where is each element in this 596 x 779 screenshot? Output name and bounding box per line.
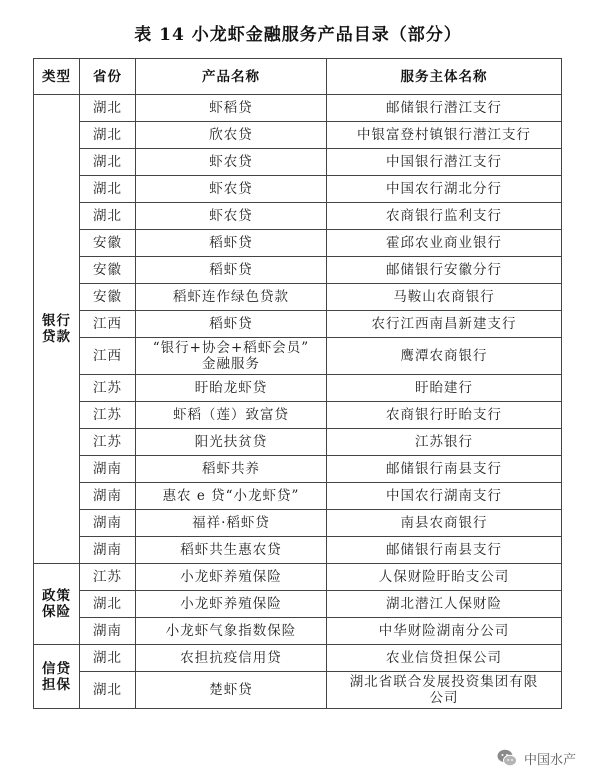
- province-cell: 江西: [80, 338, 136, 375]
- product-cell: 惠农 e 贷“小龙虾贷”: [136, 483, 327, 510]
- province-cell: 湖北: [80, 645, 136, 672]
- table-row: [34, 591, 562, 618]
- product-cell: 农担抗疫信用贷: [136, 645, 327, 672]
- product-cell: 虾农贷: [136, 149, 327, 176]
- product-cell: 稻虾贷: [136, 311, 327, 338]
- provider-cell: 农商银行盱眙支行: [327, 402, 562, 429]
- product-cell: 虾稻贷: [136, 95, 327, 122]
- provider-cell: [327, 672, 562, 709]
- product-cell: [136, 338, 327, 375]
- product-line: 金融服务: [202, 356, 260, 372]
- province-cell: 江苏: [80, 402, 136, 429]
- table-row: [34, 230, 562, 257]
- province-cell: 湖北: [80, 591, 136, 618]
- product-cell: 稻虾连作绿色贷款: [136, 284, 327, 311]
- provider-cell: 江苏银行: [327, 429, 562, 456]
- type-label: 担保: [42, 676, 71, 693]
- provider-cell: 中银富登村镇银行潜江支行: [327, 122, 562, 149]
- table-row: [34, 510, 562, 537]
- header-row: [34, 59, 562, 95]
- provider-cell: 人保财险盱眙支公司: [327, 564, 562, 591]
- provider-cell: 农商银行监利支行: [327, 203, 562, 230]
- table-row: [34, 537, 562, 564]
- provider-cell: 马鞍山农商银行: [327, 284, 562, 311]
- provider-cell: 南县农商银行: [327, 510, 562, 537]
- table-row: [34, 122, 562, 149]
- type-label: 贷款: [42, 329, 71, 345]
- product-cell: 小龙虾养殖保险: [136, 564, 327, 591]
- province-cell: 湖南: [80, 456, 136, 483]
- provider-cell: 邮储银行南县支行: [327, 537, 562, 564]
- provider-cell: 邮储银行安徽分行: [327, 257, 562, 284]
- product-cell: 稻虾贷: [136, 230, 327, 257]
- province-cell: 湖南: [80, 618, 136, 645]
- provider-cell: 湖北潜江人保财险: [327, 591, 562, 618]
- product-cell: 欣农贷: [136, 122, 327, 149]
- table-row: [34, 338, 562, 375]
- table-row: [34, 311, 562, 338]
- province-cell: 江西: [80, 311, 136, 338]
- province-cell: 安徽: [80, 257, 136, 284]
- province-cell: 湖南: [80, 483, 136, 510]
- province-cell: 江苏: [80, 564, 136, 591]
- type-cell-policy-insurance: [34, 564, 80, 645]
- table-row: [34, 203, 562, 230]
- provider-cell: 霍邱农业商业银行: [327, 230, 562, 257]
- column-header-province: 省份: [80, 59, 136, 95]
- column-header-product: 产品名称: [136, 59, 327, 95]
- product-cell: 盱眙龙虾贷: [136, 375, 327, 402]
- product-cell: 小龙虾气象指数保险: [136, 618, 327, 645]
- product-cell: 福祥·稻虾贷: [136, 510, 327, 537]
- table-row: [34, 645, 562, 672]
- table-row: [34, 375, 562, 402]
- province-cell: 安徽: [80, 284, 136, 311]
- table-row: [34, 564, 562, 591]
- type-cell-bank-loan: [34, 95, 80, 564]
- provider-cell: 邮储银行潜江支行: [327, 95, 562, 122]
- table-row: [34, 483, 562, 510]
- product-line: “银行+协会+稻虾会员”: [152, 340, 310, 356]
- provider-cell: 邮储银行南县支行: [327, 456, 562, 483]
- provider-cell: 中华财险湖南分公司: [327, 618, 562, 645]
- type-cell-credit-guarantee: [34, 645, 80, 709]
- product-catalog-table: [33, 58, 562, 709]
- type-label: 信贷: [42, 660, 71, 677]
- table-row: [34, 429, 562, 456]
- product-cell: 阳光扶贫贷: [136, 429, 327, 456]
- table-row: [34, 149, 562, 176]
- product-cell: 虾稻（莲）致富贷: [136, 402, 327, 429]
- table-row: [34, 672, 562, 709]
- province-cell: 湖北: [80, 95, 136, 122]
- province-cell: 江苏: [80, 429, 136, 456]
- province-cell: 安徽: [80, 230, 136, 257]
- provider-cell: 中国农行湖北分行: [327, 176, 562, 203]
- table-row: [34, 456, 562, 483]
- province-cell: 湖北: [80, 203, 136, 230]
- type-label: 银行: [42, 313, 71, 329]
- type-label: 政策: [42, 588, 71, 604]
- province-cell: 湖北: [80, 122, 136, 149]
- table-row: [34, 176, 562, 203]
- provider-line: 公司: [429, 690, 459, 706]
- province-cell: 湖南: [80, 537, 136, 564]
- province-cell: 湖北: [80, 176, 136, 203]
- column-header-provider: 服务主体名称: [327, 59, 562, 95]
- provider-cell: 农行江西南昌新建支行: [327, 311, 562, 338]
- table-row: [34, 618, 562, 645]
- product-cell: 虾农贷: [136, 203, 327, 230]
- provider-cell: 中国农行湖南支行: [327, 483, 562, 510]
- provider-cell: 中国银行潜江支行: [327, 149, 562, 176]
- provider-line: 湖北省联合发展投资集团有限: [349, 674, 539, 690]
- provider-cell: 盱眙建行: [327, 375, 562, 402]
- column-header-type: 类型: [34, 59, 80, 95]
- product-cell: 小龙虾养殖保险: [136, 591, 327, 618]
- source-watermark: [496, 747, 576, 769]
- product-cell: 稻虾共养: [136, 456, 327, 483]
- product-cell: 楚虾贷: [136, 672, 327, 709]
- product-cell: 虾农贷: [136, 176, 327, 203]
- table-row: [34, 95, 562, 122]
- provider-cell: 农业信贷担保公司: [327, 645, 562, 672]
- product-cell: 稻虾贷: [136, 257, 327, 284]
- province-cell: 湖南: [80, 510, 136, 537]
- province-cell: 湖北: [80, 672, 136, 709]
- table-row: [34, 402, 562, 429]
- table-title: 表 14 小龙虾金融服务产品目录（部分）: [134, 25, 462, 45]
- watermark-text: 中国水产: [523, 752, 576, 768]
- product-cell: 稻虾共生惠农贷: [136, 537, 327, 564]
- provider-cell: 鹰潭农商银行: [327, 338, 562, 375]
- type-label: 保险: [42, 604, 71, 620]
- province-cell: 湖北: [80, 149, 136, 176]
- table-row: [34, 284, 562, 311]
- wechat-icon: [496, 747, 518, 769]
- table-row: [34, 257, 562, 284]
- province-cell: 江苏: [80, 375, 136, 402]
